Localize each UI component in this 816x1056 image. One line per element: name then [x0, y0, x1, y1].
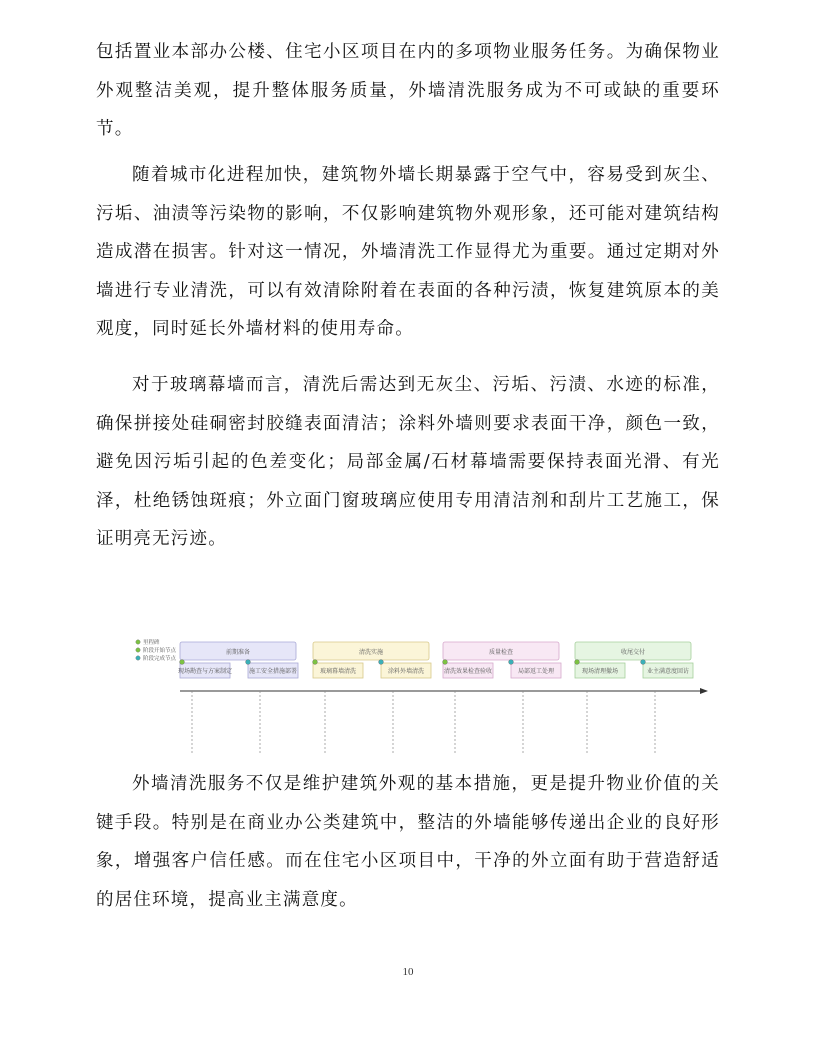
timeline-figure	[130, 636, 710, 756]
task-label: 施工安全措施部署	[248, 668, 298, 675]
task-node-marker	[443, 660, 448, 665]
task-label: 现场清理撤场	[581, 668, 619, 675]
task-node-marker	[509, 660, 514, 665]
legend-label: 阶段完成节点	[143, 656, 177, 662]
task-label: 玻璃幕墙清洗	[319, 668, 357, 675]
page-number: 10	[402, 966, 414, 978]
task-label: 涂料外墙清洗	[387, 668, 425, 675]
legend-marker	[136, 640, 140, 644]
timeline-diagram	[130, 636, 710, 756]
phase-group	[178, 642, 298, 754]
legend-marker	[136, 648, 140, 652]
phase-label: 收尾交付	[620, 649, 646, 656]
task-label: 业主满意度回访	[646, 668, 690, 675]
paragraph-4: 外墙清洗服务不仅是维护建筑外观的基本措施，更是提升物业价值的关键手段。特别是在商业办公类建筑中，整洁的外墙能够传递出企业的良好形象，增强客户信任感。而在住宅小区项目中，干净的外立面有助于营造舒适的居住环境，提高业主满意度。	[96, 774, 720, 910]
phase-label: 前期准备	[225, 649, 251, 656]
phase-group	[575, 642, 693, 754]
phase-label: 清洗实施	[358, 649, 384, 656]
legend-label: 阶段开始节点	[143, 648, 177, 654]
task-node-marker	[641, 660, 646, 665]
paragraph-1: 包括置业本部办公楼、住宅小区项目在内的多项物业服务任务。为确保物业外观整洁美观，提升整体服务质量，外墙清洗服务成为不可或缺的重要环节。	[96, 42, 720, 139]
task-node-marker	[246, 660, 251, 665]
phase-group	[313, 642, 431, 754]
paragraph-2: 随着城市化进程加快，建筑物外墙长期暴露于空气中，容易受到灰尘、污垢、油渍等污染物的影响，不仅影响建筑物外观形象，还可能对建筑结构造成潜在损害。针对这一情况，外墙清洗工作显得尤为重要。通过定期对外墙进行专业清洗，可以有效清除附着在表面的各种污渍，恢复建筑原本的美观度，同时延长外墙材料的使用寿命。	[96, 165, 720, 339]
paragraph-3: 对于玻璃幕墙而言，清洗后需达到无灰尘、污垢、污渍、水迹的标准，确保拼接处硅硐密封胶缝表面清洁；涂料外墙则要求表面干净，颜色一致，避免因污垢引起的色差变化；局部金属/石材幕墙需要保持表面光滑、有光泽，杜绝锈蚀斑痕；外立面门窗玻璃应使用专用清洁剂和刮片工艺施工，保证明亮无污迹。	[96, 375, 720, 549]
task-node-marker	[313, 660, 318, 665]
task-node-marker	[379, 660, 384, 665]
task-label: 现场勘查与方案制定	[177, 668, 233, 675]
phase-label: 质量检查	[488, 649, 514, 656]
task-node-marker	[575, 660, 580, 665]
task-label: 清洗效果检查验收	[443, 668, 493, 675]
phase-group	[443, 642, 561, 754]
task-node-marker	[180, 660, 185, 665]
task-label: 局部返工处理	[517, 668, 555, 675]
legend-marker	[136, 656, 140, 660]
legend-label: 里程碑	[143, 640, 160, 646]
